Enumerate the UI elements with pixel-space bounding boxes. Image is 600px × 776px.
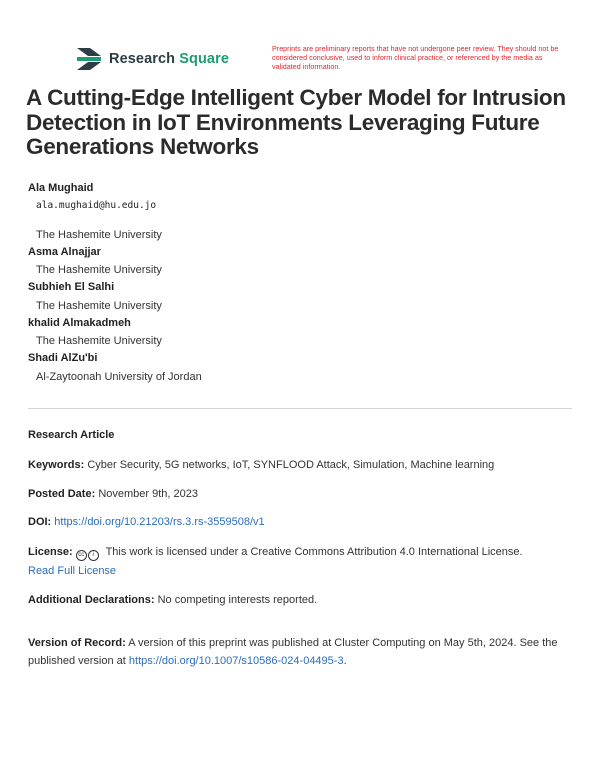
author-affiliation: The Hashemite University xyxy=(36,228,162,241)
declarations-label: Additional Declarations: xyxy=(28,594,155,606)
license-label: License: xyxy=(28,546,73,558)
author-name: khalid Almakadmeh xyxy=(28,316,131,329)
version-of-record: Version of Record: A version of this preprint was published at Cluster Computing on May 5th, 2024. See the published version at https://doi.org/10.1007/s10586-024-04495-3. xyxy=(28,637,558,667)
posted-date-value: November 9th, 2023 xyxy=(98,488,198,500)
section-divider xyxy=(28,408,572,409)
author-affiliation: The Hashemite University xyxy=(36,335,162,347)
doi-label: DOI: xyxy=(28,516,52,528)
research-square-logo-icon xyxy=(75,46,103,72)
declarations-value: No competing interests reported. xyxy=(157,594,318,606)
author-list xyxy=(28,180,588,386)
posted-date-label: Posted Date: xyxy=(28,488,96,500)
license-text: This work is licensed under a Creative Commons Attribution 4.0 International License. xyxy=(105,546,523,558)
keywords-value: Cyber Security, 5G networks, IoT, SYNFLOOD Attack, Simulation, Machine learning xyxy=(87,459,495,471)
keywords-label: Keywords: xyxy=(28,459,85,471)
doi-link[interactable]: https://doi.org/10.21203/rs.3.rs-3559508/v1 xyxy=(54,516,265,528)
additional-declarations xyxy=(28,591,573,609)
read-full-license-link[interactable]: Read Full License xyxy=(28,565,117,577)
brand-name: Research Square xyxy=(109,51,229,67)
posted-date xyxy=(28,485,573,503)
vor-label: Version of Record: xyxy=(28,637,126,649)
author-name: Shadi AlZu'bi xyxy=(28,352,98,364)
article-type: Research Article xyxy=(28,429,115,441)
paper-title: A Cutting-Edge Intelligent Cyber Model for Intrusion Detection in IoT Environments Leveraging Future Generations Networks xyxy=(26,85,566,159)
preprint-disclaimer: Preprints are preliminary reports that have not undergone peer review. They should not be considered conclusive, used to inform clinical practice, or referenced by the media as validated information. xyxy=(272,44,559,71)
vor-text: A version of this preprint was published at Cluster Computing on May 5th, 2024. See the published version at xyxy=(28,637,558,667)
author-affiliation: The Hashemite University xyxy=(36,299,162,312)
research-square-logo[interactable] xyxy=(75,46,229,72)
author-email[interactable]: ala.mughaid@hu.edu.jo xyxy=(36,199,157,211)
author-affiliation: Al-Zaytoonah University of Jordan xyxy=(36,370,202,383)
license xyxy=(28,543,573,580)
doi xyxy=(28,513,573,531)
vor-link[interactable]: https://doi.org/10.1007/s10586-024-04495-3 xyxy=(128,655,344,667)
author-affiliation: The Hashemite University xyxy=(36,264,162,276)
author-name: Asma Alnajjar xyxy=(28,245,101,258)
keywords xyxy=(28,456,573,474)
creative-commons-icon: cc i xyxy=(76,544,100,562)
author-name: Ala Mughaid xyxy=(28,182,94,194)
author-name: Subhieh El Salhi xyxy=(28,281,115,293)
